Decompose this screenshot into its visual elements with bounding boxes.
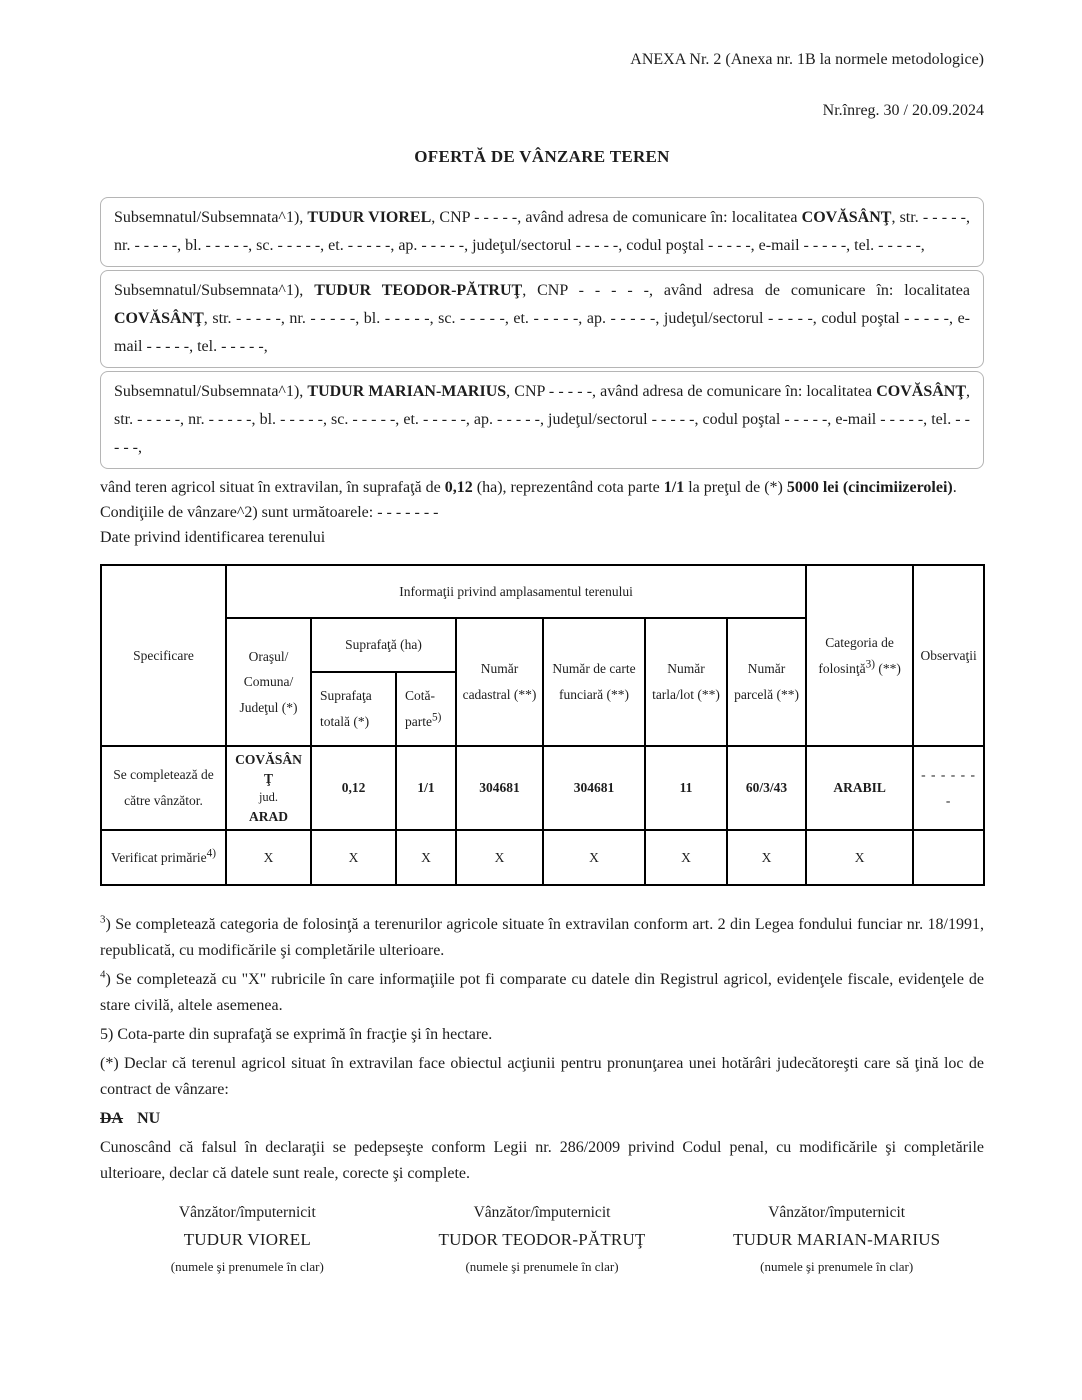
cell-city xyxy=(226,746,311,830)
land-identification-table xyxy=(100,564,985,886)
signature-block-1 xyxy=(100,1203,395,1275)
seller-declaration-box-2 xyxy=(100,270,984,368)
x-mark-share: X xyxy=(396,830,456,885)
footnote-4-marker: 4 xyxy=(100,968,106,981)
header-cadastral: Număr cadastral (**) xyxy=(456,618,543,746)
footnote-4-text: ) Se completează cu "X" rubricile în care informaţiile pot fi comparate cu datele din Registrul agricol, evidenţele fiscale, evidenţele de stare civilă, altele asemenea. xyxy=(100,971,984,1014)
ownership-share-value: 1/1 xyxy=(663,479,685,496)
locality-name: COVĂSÂNŢ xyxy=(876,383,967,400)
seller-cnp-segment: , CNP - - - - -, având adresa de comunicare în: localitatea xyxy=(506,383,877,400)
legal-disclaimer: Cunoscând că falsul în declaraţii se pedepseşte conform Legii nr. 286/2009 privind Codul penal, cu modificările şi completările ulterioare, declar că datele sunt reale, corecte şi complete. xyxy=(100,1139,984,1182)
sale-declaration xyxy=(100,475,984,500)
signature-note: (numele şi prenumele în clar) xyxy=(760,1259,914,1274)
seller-declaration-box-3 xyxy=(100,371,984,469)
row-label-verification xyxy=(101,830,226,885)
x-mark-area: X xyxy=(311,830,396,885)
cell-category: ARABIL xyxy=(806,746,913,830)
footnote-4 xyxy=(100,967,984,1019)
sale-conditions: Condiţiile de vânzare^2) sunt următoarele: - - - - - - - xyxy=(100,504,439,521)
sale-text: . xyxy=(952,479,957,496)
seller-cnp-segment: , CNP - - - - -, având adresa de comunicare în: localitatea xyxy=(522,282,970,299)
signature-note: (numele şi prenumele în clar) xyxy=(170,1259,324,1274)
seller-name: TUDUR VIOREL xyxy=(307,209,432,226)
header-category-stars: (**) xyxy=(874,660,901,676)
footnotes-section xyxy=(100,912,984,1187)
x-mark-parcel: X xyxy=(727,830,806,885)
header-tarla: Număr tarla/lot (**) xyxy=(645,618,727,746)
da-option-struck: DA xyxy=(100,1110,124,1127)
land-area-value: 0,12 xyxy=(444,479,473,496)
court-decision-choice xyxy=(100,1106,984,1132)
land-data-heading: Date privind identificarea terenului xyxy=(100,529,326,546)
x-mark-land-book: X xyxy=(543,830,645,885)
seller-address-segment: , str. - - - - -, nr. - - - - -, bl. - - - - -, sc. - - - - -, et. - - - - -, ap. - - - - -, judeţul/sectorul - - - - -, codul poştal - - - - -, e-mail - - - - -, tel. - - - - -, xyxy=(114,209,971,254)
price-value: 5000 lei xyxy=(786,479,839,496)
header-category-text: Categoria de folosinţă xyxy=(818,634,894,676)
sale-text: vând teren agricol situat în extravilan, în suprafaţă de xyxy=(100,479,445,496)
header-category xyxy=(806,565,913,746)
signature-role: Vânzător/împuternicit xyxy=(178,1204,316,1221)
locality-name: COVĂSÂNŢ xyxy=(114,310,204,327)
county-prefix: jud. xyxy=(258,790,279,804)
x-mark-observations-empty xyxy=(913,830,984,885)
seller-name: TUDUR TEODOR-PĂTRUŢ xyxy=(314,282,523,299)
annex-reference: ANEXA Nr. 2 (Anexa nr. 1B la normele metodologice) xyxy=(630,51,984,68)
footnote-3-text: ) Se completează categoria de folosinţă a terenurilor agricole situate în extravilan conform art. 2 din Legea fondului funciar nr. 18/1991, republicată, cu modificările şi completările ulterioare. xyxy=(100,916,984,959)
table-row-verification xyxy=(101,830,984,885)
seller-intro: Subsemnatul/Subsemnata^1), xyxy=(114,209,308,226)
footnote-3-marker: 3 xyxy=(100,913,106,926)
sale-text: (ha), reprezentând cota parte xyxy=(472,479,664,496)
cell-parcel: 60/3/43 xyxy=(727,746,806,830)
signature-name: TUDOR TEODOR-PĂTRUŢ xyxy=(438,1230,646,1249)
header-land-book: Număr de carte funciară (**) xyxy=(543,618,645,746)
footnote-3 xyxy=(100,912,984,964)
sale-text: la preţul de (*) xyxy=(684,479,787,496)
signatures-section xyxy=(100,1203,984,1275)
city-value: COVĂSÂNŢ xyxy=(235,752,302,786)
document-title: OFERTĂ DE VÂNZARE TEREN xyxy=(414,147,670,166)
footnote-star: (*) Declar că terenul agricol situat în extravilan face obiectul acţiunii pentru pronunţarea unei hotărâri judecătoreşti care să ţină loc de contract de vânzare: xyxy=(100,1055,984,1098)
signature-note: (numele şi prenumele în clar) xyxy=(465,1259,619,1274)
x-mark-cadastral: X xyxy=(456,830,543,885)
cell-observations: - - - - - - - xyxy=(913,746,984,830)
seller-intro: Subsemnatul/Subsemnata^1), xyxy=(114,383,308,400)
table-row-seller-data xyxy=(101,746,984,830)
cell-tarla: 11 xyxy=(645,746,727,830)
signature-name: TUDUR MARIAN-MARIUS xyxy=(733,1230,941,1249)
verification-label-text: Verificat primărie xyxy=(111,849,207,865)
seller-declaration-box-1 xyxy=(100,197,984,267)
signature-role: Vânzător/împuternicit xyxy=(768,1204,906,1221)
cell-area-total: 0,12 xyxy=(311,746,396,830)
header-share xyxy=(396,672,456,746)
signature-block-2 xyxy=(395,1203,690,1275)
row-label-seller: Se completează de către vânzător. xyxy=(101,746,226,830)
footnote-ref-4: 4) xyxy=(206,847,216,860)
header-area-group: Suprafaţă (ha) xyxy=(311,618,456,672)
footnote-5: 5) Cota-parte din suprafaţă se exprimă în fracţie şi în hectare. xyxy=(100,1026,493,1043)
seller-name: TUDUR MARIAN-MARIUS xyxy=(307,383,507,400)
footnote-ref-5: 5) xyxy=(431,711,442,724)
header-specificare: Specificare xyxy=(101,565,226,746)
footnote-ref-3: 3) xyxy=(865,658,875,670)
signature-block-3 xyxy=(689,1203,984,1275)
registration-number: Nr.înreg. 30 / 20.09.2024 xyxy=(822,102,984,119)
header-area-total: Suprafaţa totală (*) xyxy=(311,672,396,746)
county-value: ARAD xyxy=(249,809,288,824)
cell-share: 1/1 xyxy=(396,746,456,830)
seller-address-segment: , str. - - - - -, nr. - - - - -, bl. - - - - -, sc. - - - - -, et. - - - - -, ap. - - - - -, judeţul/sectorul - - - - -, codul poştal - - - - -, e-mail - - - - -, tel. - - - - -, xyxy=(114,310,970,355)
seller-address-segment: , str. - - - - -, nr. - - - - -, bl. - - - - -, sc. - - - - -, et. - - - - -, ap. - - - - -, judeţul/sectorul - - - - -, codul poştal - - - - -, e-mail - - - - -, tel. - - - - -, xyxy=(114,383,971,456)
x-mark-category: X xyxy=(806,830,913,885)
signature-role: Vânzător/împuternicit xyxy=(473,1204,611,1221)
header-observations: Observaţii xyxy=(913,565,984,746)
header-city: Oraşul/ Comuna/ Judeţul (*) xyxy=(226,618,311,746)
signature-name: TUDUR VIOREL xyxy=(183,1230,311,1249)
x-mark-tarla: X xyxy=(645,830,727,885)
nu-option: NU xyxy=(137,1110,161,1127)
seller-cnp-segment: , CNP - - - - -, având adresa de comunicare în: localitatea xyxy=(431,209,802,226)
seller-intro: Subsemnatul/Subsemnata^1), xyxy=(114,282,315,299)
header-parcel: Număr parcelă (**) xyxy=(727,618,806,746)
header-info-group: Informaţii privind amplasamentul terenului xyxy=(226,565,806,618)
x-mark-city: X xyxy=(226,830,311,885)
price-in-words: (cincimiizerolei) xyxy=(842,479,953,496)
locality-name: COVĂSÂNŢ xyxy=(801,209,892,226)
header-share-text: Cotă-parte xyxy=(405,688,435,729)
cell-cadastral: 304681 xyxy=(456,746,543,830)
cell-land-book: 304681 xyxy=(543,746,645,830)
